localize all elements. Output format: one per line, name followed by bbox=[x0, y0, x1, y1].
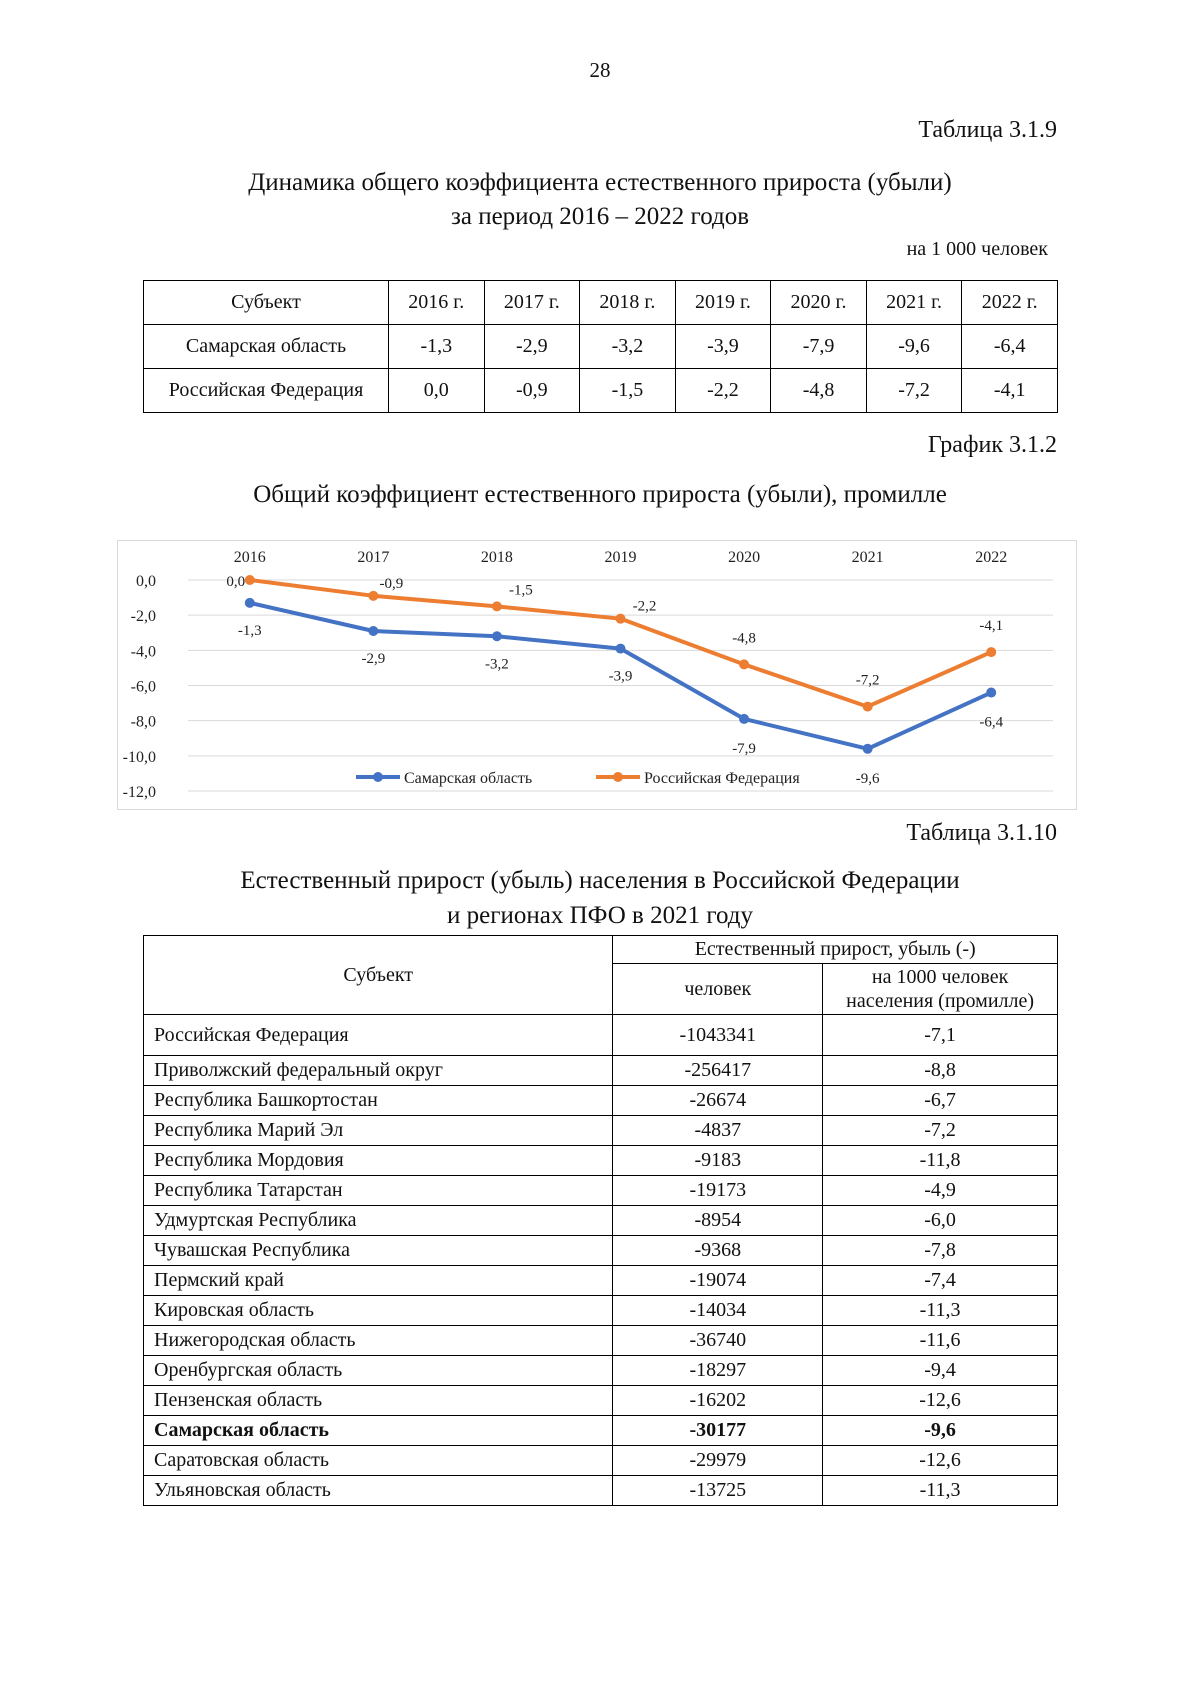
page-number: 28 bbox=[589, 58, 611, 82]
table2-row bbox=[144, 1386, 1058, 1416]
table2-people-cell: -9183 bbox=[613, 1146, 823, 1176]
y-tick-label: 0,0 bbox=[136, 573, 156, 590]
table2-row bbox=[144, 1146, 1058, 1176]
table1-header-row bbox=[144, 281, 1058, 325]
data-point bbox=[245, 598, 255, 608]
data-point bbox=[863, 744, 873, 754]
data-label: -4,8 bbox=[732, 630, 756, 647]
data-point bbox=[986, 647, 996, 657]
data-point bbox=[368, 626, 378, 636]
table2-people-cell: -8954 bbox=[613, 1206, 823, 1236]
table2-title-line1: Естественный прирост (убыль) населения в Российской Федерации bbox=[240, 867, 960, 894]
data-label: -0,9 bbox=[379, 575, 404, 592]
data-label: -2,9 bbox=[361, 650, 386, 667]
table1-cell: -9,6 bbox=[866, 325, 962, 369]
data-label: 0,0 bbox=[226, 574, 246, 590]
table2-title-line2: и регионах ПФО в 2021 году bbox=[447, 902, 753, 929]
table1-cell: -3,9 bbox=[675, 325, 771, 369]
table2-per1000-cell: -6,7 bbox=[823, 1086, 1058, 1116]
table2-row bbox=[144, 1176, 1058, 1206]
table2-people-cell: -13725 bbox=[613, 1476, 823, 1506]
table2-subject-cell: Республика Марий Эл bbox=[144, 1116, 613, 1146]
table2-subject-cell: Российская Федерация bbox=[144, 1015, 613, 1056]
table2-subject-cell: Саратовская область bbox=[144, 1446, 613, 1476]
table2-people-cell: -30177 bbox=[613, 1416, 823, 1446]
table2-subject-cell: Кировская область bbox=[144, 1296, 613, 1326]
data-label: -3,2 bbox=[485, 656, 509, 673]
table2-subject-cell: Пермский край bbox=[144, 1266, 613, 1296]
chart-caption: График 3.1.2 bbox=[927, 432, 1057, 458]
table1-header-cell: 2020 г. bbox=[771, 281, 867, 325]
table2-subject-cell: Ульяновская область bbox=[144, 1476, 613, 1506]
table1-cell: -2,2 bbox=[675, 369, 771, 413]
table2-row bbox=[144, 1296, 1058, 1326]
table2-row bbox=[144, 1116, 1058, 1146]
table2-body bbox=[144, 1015, 1058, 1506]
data-label: -7,9 bbox=[732, 740, 756, 757]
table2-subject-cell: Самарская область bbox=[144, 1416, 613, 1446]
table1-cell: -4,1 bbox=[962, 369, 1058, 413]
legend-label: Российская Федерация bbox=[644, 770, 800, 787]
y-tick-label: -6,0 bbox=[130, 678, 156, 696]
table2-people-cell: -256417 bbox=[613, 1056, 823, 1086]
y-tick-label: -10,0 bbox=[122, 748, 156, 766]
table1-cell: -7,2 bbox=[866, 369, 962, 413]
table1-row bbox=[144, 369, 1058, 413]
table2 bbox=[143, 935, 1058, 1506]
table2-row bbox=[144, 1416, 1058, 1446]
data-point bbox=[616, 644, 626, 654]
table2-row bbox=[144, 1446, 1058, 1476]
table2-per1000-cell: -4,9 bbox=[823, 1176, 1058, 1206]
legend-label: Самарская область bbox=[404, 770, 533, 787]
table1-cell: -0,9 bbox=[484, 369, 580, 413]
table2-row bbox=[144, 1476, 1058, 1506]
legend-swatch-marker bbox=[613, 772, 623, 782]
table1-header-cell: 2022 г. bbox=[962, 281, 1058, 325]
table2-per1000-cell: -12,6 bbox=[823, 1446, 1058, 1476]
x-tick-label: 2018 bbox=[480, 549, 513, 566]
data-label: -2,2 bbox=[632, 598, 657, 615]
table2-row bbox=[144, 1206, 1058, 1236]
data-point bbox=[492, 631, 502, 641]
table1-header-cell: Субъект bbox=[144, 281, 389, 325]
x-tick-label: 2021 bbox=[851, 549, 884, 566]
table2-people-cell: -4837 bbox=[613, 1116, 823, 1146]
line-chart bbox=[117, 540, 1077, 810]
data-label: -6,4 bbox=[979, 714, 1004, 731]
table2-row bbox=[144, 1015, 1058, 1056]
table1-unit: на 1 000 человек bbox=[906, 238, 1048, 260]
table2-subject-cell: Приволжский федеральный округ bbox=[144, 1056, 613, 1086]
y-tick-label: -12,0 bbox=[122, 784, 156, 801]
table1-header-cell: 2018 г. bbox=[580, 281, 676, 325]
table2-people-cell: -1043341 bbox=[613, 1015, 823, 1056]
table1-cell: Российская Федерация bbox=[144, 369, 389, 413]
table2-per1000-cell: -7,8 bbox=[823, 1236, 1058, 1266]
table1-cell: -6,4 bbox=[962, 325, 1058, 369]
table2-people-cell: -18297 bbox=[613, 1356, 823, 1386]
table1-cell: Самарская область bbox=[144, 325, 389, 369]
table2-header-group: Естественный прирост, убыль (-) bbox=[613, 936, 1058, 964]
table2-subject-cell: Оренбургская область bbox=[144, 1356, 613, 1386]
data-point bbox=[863, 702, 873, 712]
table2-subject-cell: Удмуртская Республика bbox=[144, 1206, 613, 1236]
data-point bbox=[616, 614, 626, 624]
table2-people-cell: -16202 bbox=[613, 1386, 823, 1416]
x-tick-label: 2016 bbox=[233, 549, 266, 566]
line-chart-svg bbox=[118, 541, 1076, 809]
chart-title: Общий коэффициент естественного прироста (убыли), промилле bbox=[253, 481, 947, 508]
data-label: -7,2 bbox=[855, 672, 880, 689]
table2-per1000-cell: -6,0 bbox=[823, 1206, 1058, 1236]
table1-title-line2: за период 2016 – 2022 годов bbox=[450, 203, 749, 230]
data-point bbox=[739, 714, 749, 724]
table2-subject-cell: Республика Татарстан bbox=[144, 1176, 613, 1206]
data-point bbox=[368, 591, 378, 601]
table1-cell: 0,0 bbox=[389, 369, 485, 413]
table2-per1000-cell: -7,1 bbox=[823, 1015, 1058, 1056]
x-tick-label: 2017 bbox=[357, 549, 390, 566]
table2-per1000-cell: -9,6 bbox=[823, 1416, 1058, 1446]
table2-people-cell: -26674 bbox=[613, 1086, 823, 1116]
table1-cell: -7,9 bbox=[771, 325, 867, 369]
x-tick-label: 2022 bbox=[975, 549, 1008, 566]
table1-cell: -2,9 bbox=[484, 325, 580, 369]
table2-per1000-cell: -11,3 bbox=[823, 1296, 1058, 1326]
table2-caption: Таблица 3.1.10 bbox=[906, 820, 1057, 846]
table1-header-cell: 2017 г. bbox=[484, 281, 580, 325]
x-tick-label: 2019 bbox=[604, 549, 637, 566]
table1-caption: Таблица 3.1.9 bbox=[918, 117, 1057, 143]
table2-per1000-cell: -11,6 bbox=[823, 1326, 1058, 1356]
table2-row bbox=[144, 1056, 1058, 1086]
table2-people-cell: -36740 bbox=[613, 1326, 823, 1356]
table2-header-row bbox=[144, 936, 1058, 964]
table2-header-per1000: на 1000 человек населения (промилле) bbox=[823, 964, 1058, 1015]
table2-subject-cell: Нижегородская область bbox=[144, 1326, 613, 1356]
y-tick-label: -2,0 bbox=[130, 608, 156, 626]
y-tick-label: -8,0 bbox=[130, 713, 156, 731]
table2-subject-cell: Пензенская область bbox=[144, 1386, 613, 1416]
table1-row bbox=[144, 325, 1058, 369]
data-point bbox=[245, 575, 255, 585]
data-label: -1,5 bbox=[509, 582, 533, 599]
y-tick-label: -4,0 bbox=[130, 643, 156, 661]
data-point bbox=[492, 601, 502, 611]
table2-people-cell: -29979 bbox=[613, 1446, 823, 1476]
table2-people-cell: -9368 bbox=[613, 1236, 823, 1266]
table2-subject-cell: Чувашская Республика bbox=[144, 1236, 613, 1266]
data-point bbox=[986, 688, 996, 698]
table1-cell: -4,8 bbox=[771, 369, 867, 413]
table2-per1000-cell: -8,8 bbox=[823, 1056, 1058, 1086]
table2-header-subject: Субъект bbox=[144, 936, 613, 1015]
table2-subject-cell: Республика Башкортостан bbox=[144, 1086, 613, 1116]
data-point bbox=[739, 659, 749, 669]
table2-row bbox=[144, 1266, 1058, 1296]
table2-per1000-cell: -7,4 bbox=[823, 1266, 1058, 1296]
series-line-russia bbox=[250, 580, 991, 707]
table1-header-cell: 2021 г. bbox=[866, 281, 962, 325]
table2-per1000-cell: -9,4 bbox=[823, 1356, 1058, 1386]
table2-per1000-cell: -7,2 bbox=[823, 1116, 1058, 1146]
table2-subject-cell: Республика Мордовия bbox=[144, 1146, 613, 1176]
table2-people-cell: -19074 bbox=[613, 1266, 823, 1296]
table1-title-line1: Динамика общего коэффициента естественного прироста (убыли) bbox=[248, 169, 952, 196]
table1 bbox=[143, 280, 1058, 413]
table1-cell: -3,2 bbox=[580, 325, 676, 369]
table2-people-cell: -19173 bbox=[613, 1176, 823, 1206]
table2-people-cell: -14034 bbox=[613, 1296, 823, 1326]
table2-row bbox=[144, 1236, 1058, 1266]
table2-per1000-cell: -11,8 bbox=[823, 1146, 1058, 1176]
table1-cell: -1,5 bbox=[580, 369, 676, 413]
table1-header-cell: 2019 г. bbox=[675, 281, 771, 325]
table1-header-cell: 2016 г. bbox=[389, 281, 485, 325]
table1-cell: -1,3 bbox=[389, 325, 485, 369]
data-label: -3,9 bbox=[608, 668, 633, 685]
table2-per1000-cell: -12,6 bbox=[823, 1386, 1058, 1416]
x-tick-label: 2020 bbox=[728, 549, 761, 566]
data-label: -1,3 bbox=[237, 622, 262, 639]
legend-swatch-marker bbox=[373, 772, 383, 782]
data-label: -9,6 bbox=[855, 770, 880, 787]
table2-header-people: человек bbox=[613, 964, 823, 1015]
data-label: -4,1 bbox=[979, 618, 1004, 635]
table2-per1000-cell: -11,3 bbox=[823, 1476, 1058, 1506]
table2-row bbox=[144, 1326, 1058, 1356]
table2-row bbox=[144, 1356, 1058, 1386]
table2-row bbox=[144, 1086, 1058, 1116]
